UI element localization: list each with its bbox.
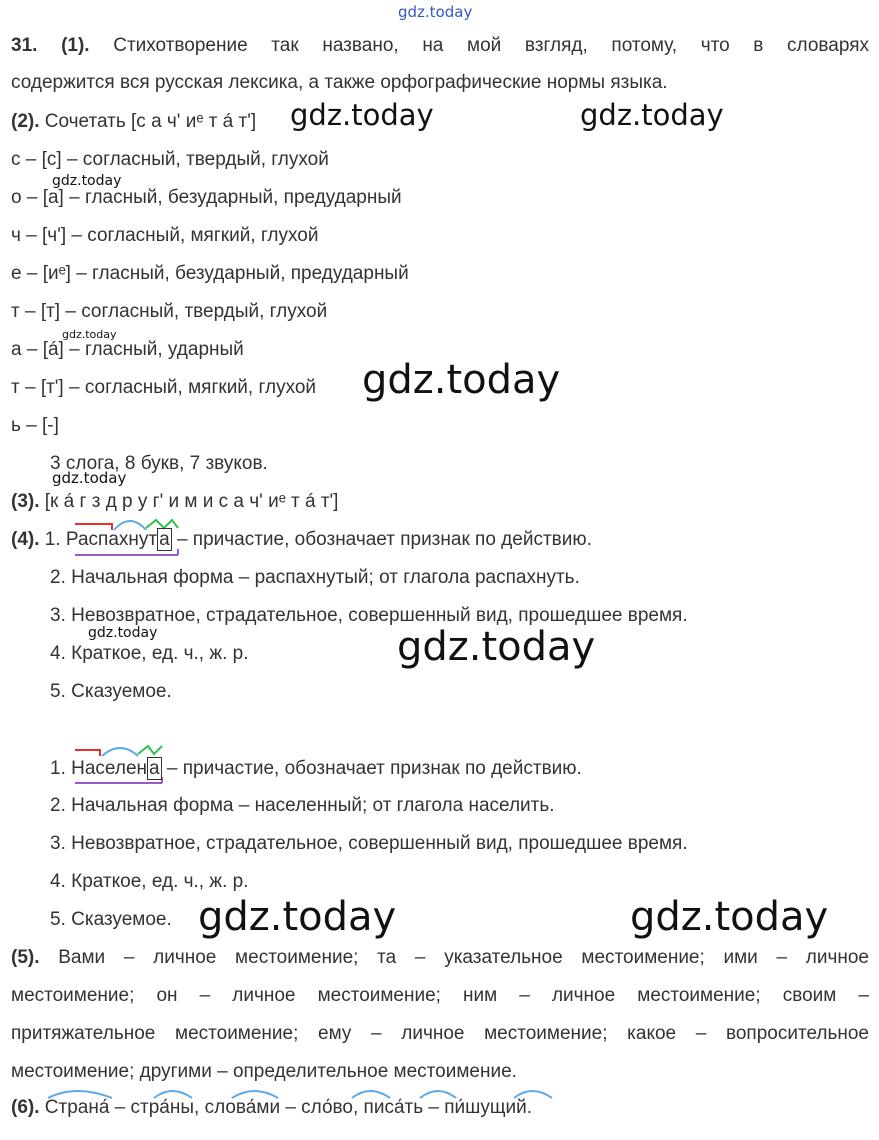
p3-transcription: [к á г з д р у г' и м и с а ч' иᵉ т á т'] — [44, 491, 339, 512]
p4-label: (4). — [11, 529, 40, 550]
suffix-mark — [138, 746, 162, 754]
p5-line: местоимение; другими – определительное местоимение. — [11, 1061, 517, 1082]
watermark-large: gdz.today — [198, 894, 397, 940]
analysis-item: 2. Начальная форма – населенный; от глагола населить. — [50, 795, 555, 816]
watermark-small: gdz.today — [62, 328, 117, 341]
watermark-small: gdz.today — [88, 625, 158, 641]
analyzed-word — [66, 528, 172, 551]
p2-text: Сочетать [с а ч' иᵉ т á т'] — [44, 111, 257, 132]
phonetic-line: т – [т] – согласный, твердый, глухой — [11, 301, 328, 322]
analysis-item: 3. Невозвратное, страдательное, совершенный вид, прошедшее время. — [50, 605, 688, 626]
analyzed-word — [71, 757, 161, 780]
phonetic-line: е – [иᵉ] – гласный, безударный, предударный — [11, 263, 409, 284]
root-mark — [102, 748, 138, 756]
analysis-item: 5. Сказуемое. — [50, 909, 172, 930]
p6-label: (6). — [11, 1097, 40, 1118]
p4-line1 — [11, 528, 592, 552]
p5-line: местоимение; он – личное местоимение; ним – личное местоимение; своим – — [11, 985, 869, 1006]
phonetic-line: т – [т'] – согласный, мягкий, глухой — [11, 377, 317, 398]
watermark-top: gdz.today — [398, 3, 473, 21]
phonetic-line: с – [с] – согласный, твердый, глухой — [11, 149, 329, 170]
phonetic-line: о – [а] – гласный, безударный, предударный — [11, 187, 402, 208]
word-description: – причастие, обозначает признак по действию. — [176, 529, 592, 550]
watermark-medium: gdz.today — [580, 98, 724, 132]
p3-line — [11, 490, 338, 514]
watermark-large: gdz.today — [397, 624, 596, 670]
phonetic-line: ь – [-] — [11, 415, 59, 436]
p5-text: Вами – личное местоимение; та – указательное местоимение; ими – личное — [58, 947, 869, 968]
word-ending: а — [149, 758, 160, 779]
p6-line — [11, 1096, 532, 1120]
p1-label: (1). — [61, 35, 90, 56]
p3-label: (3). — [11, 491, 40, 512]
phonetic-line: а – [á] – гласный, ударный — [11, 339, 244, 360]
watermark-large: gdz.today — [362, 357, 561, 403]
word-ending: а — [159, 529, 170, 550]
p2-line — [11, 110, 256, 134]
analysis-item: 5. Сказуемое. — [50, 681, 172, 702]
item-number: 1. — [44, 529, 61, 550]
watermark-medium: gdz.today — [290, 98, 434, 132]
watermark-large: gdz.today — [630, 894, 829, 940]
analysis-item: 2. Начальная форма – распахнутый; от глагола распахнуть. — [50, 567, 580, 588]
p2-label: (2). — [11, 111, 40, 132]
word-stem: Распахнут — [65, 529, 158, 550]
p5-line1 — [11, 946, 869, 970]
phonetic-line: ч – [ч'] – согласный, мягкий, глухой — [11, 225, 319, 246]
watermark-small: gdz.today — [52, 469, 127, 487]
p6-text: Страна́ – стра́ны, слова́ми – сло́во, писа́ть – пи́шущий. — [44, 1097, 533, 1118]
p4-part2-line1 — [50, 757, 582, 781]
analysis-item: 4. Краткое, ед. ч., ж. р. — [50, 871, 249, 892]
analysis-item: 3. Невозвратное, страдательное, совершенный вид, прошедшее время. — [50, 833, 688, 854]
watermark-small: gdz.today — [52, 173, 122, 189]
prefix-mark — [75, 750, 100, 756]
analysis-item: 4. Краткое, ед. ч., ж. р. — [50, 643, 249, 664]
item-number: 1. — [50, 758, 66, 779]
word-description: – причастие, обозначает признак по действию. — [166, 758, 582, 779]
summary-line: 3 слога, 8 букв, 7 звуков. — [50, 453, 268, 474]
suffix-mark — [146, 520, 178, 528]
p1-line2: содержится вся русская лексика, а также орфографические нормы языка. — [11, 72, 668, 93]
task-number: 31. — [11, 35, 38, 56]
p1-line1 — [11, 34, 869, 58]
p5-label: (5). — [11, 947, 40, 968]
p1-text: Стихотворение так названо, на мой взгляд, потому, что в словарях — [113, 35, 870, 56]
p5-line: притяжательное местоимение; ему – личное местоимение; какое – вопросительное — [11, 1023, 869, 1044]
word-stem: Населен — [71, 758, 148, 779]
